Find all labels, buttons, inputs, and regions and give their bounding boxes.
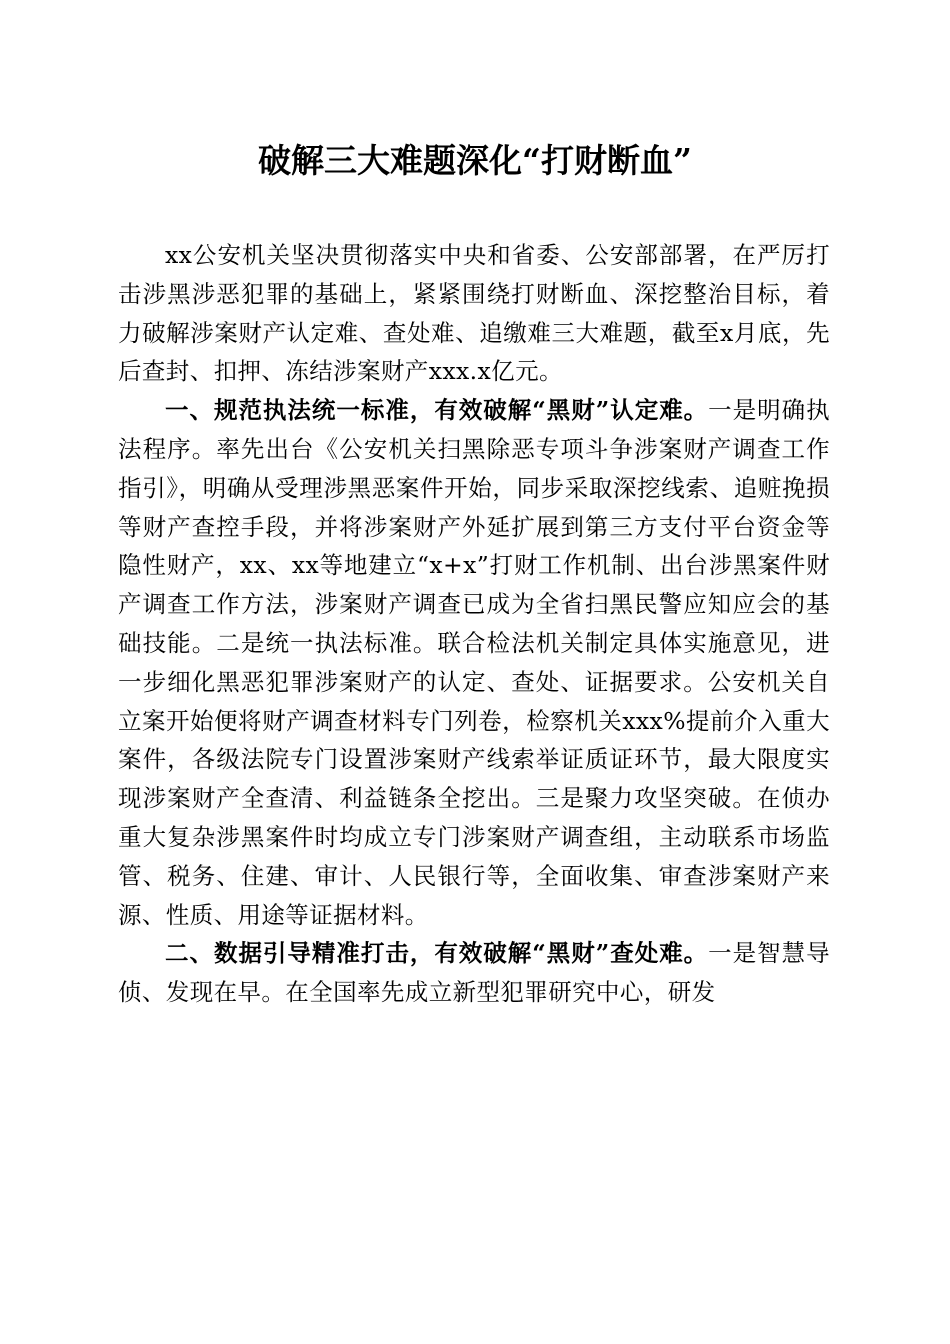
section-1-body: 一是明确执法程序。率先出台《公安机关扫黑除恶专项斗争涉案财产调查工作指引》，明确从受理涉黑恶案件开始，同步采取深挖线索、追赃挽损等财产查控手段，并将涉案财产外延扩展到第三方支付平台资金等隐性财产，xx、xx等地建立“x+x”打财工作机制、出台涉黑案件财产调查工作方法，涉案财产调查已成为全省扫黑民警应知应会的基础技能。二是统一执法标准。联合检法机关制定具体实施意见，进一步细化黑恶犯罪涉案财产的认定、查处、证据要求。公安机关自立案开始便将财产调查材料专门列卷，检察机关xxx%提前介入重大案件，各级法院专门设置涉案财产线索举证质证环节，最大限度实现涉案财产全查清、利益链条全挖出。三是聚力攻坚突破。在侦办重大复杂涉黑案件时均成立专门涉案财产调查组，主动联系市场监管、税务、住建、审计、人民银行等，全面收集、审查涉案财产来源、性质、用途等证据材料。: [118, 396, 831, 929]
page-title: 破解三大难题深化“打财断血”: [258, 141, 692, 180]
section-2-heading: 二、数据引导精准打击，有效破解“黑财”查处难。: [165, 939, 709, 968]
section-1-paragraph: [118, 391, 830, 934]
section-2-body: 一是智慧导侦、发现在早。在全国率先成立新型犯罪研究中心，研发: [118, 939, 831, 1007]
section-1-heading: 一、规范执法统一标准，有效破解“黑财”认定难。: [165, 396, 709, 425]
section-2-paragraph: [118, 934, 830, 1012]
intro-paragraph: xx公安机关坚决贯彻落实中央和省委、公安部部署，在严厉打击涉黑涉恶犯罪的基础上，紧紧围绕打财断血、深挖整治目标，着力破解涉案财产认定难、查处难、追缴难三大难题，截至x月底，先后查封、扣押、冻结涉案财产xxx.x亿元。: [118, 241, 830, 386]
document-body: [118, 236, 830, 1012]
